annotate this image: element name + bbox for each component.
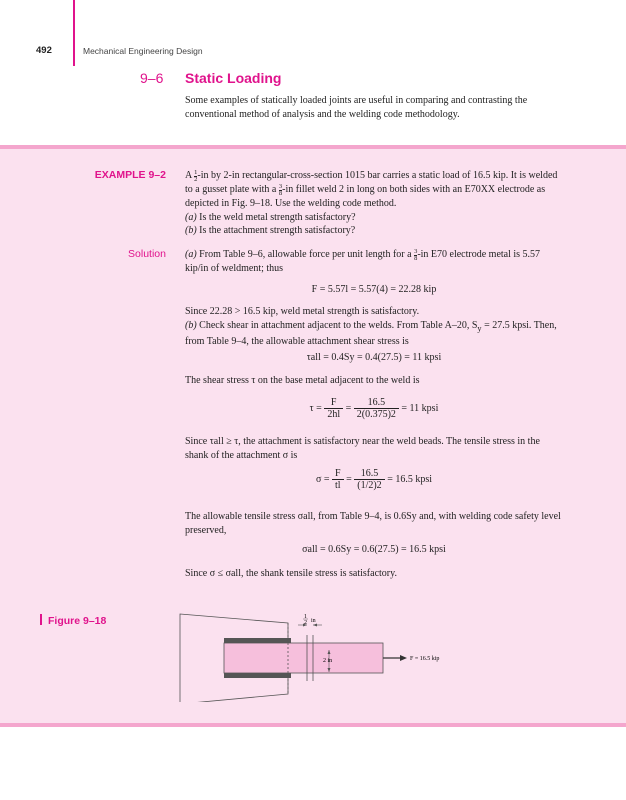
solution-part-a: (a) From Table 9–6, allowable force per unit length for a $\frac{3}{8}-in$ E70 electrode metal is 5.57 kip/in of weldment; thus	[185, 248, 541, 274]
example-label: EXAMPLE 9–2	[94, 169, 166, 181]
weld-length-label: 2 in	[323, 658, 333, 664]
fraction-three-eighths: $\frac{3}{8}$	[278, 183, 283, 197]
solution-label: Solution	[128, 248, 166, 260]
section-number: 9–6	[140, 70, 164, 86]
fraction-half: $\frac{1}{2}$	[194, 169, 198, 183]
equation-allowable-shear: τall = 0.4Sy = 0.4(27.5) = 11 kpsi	[306, 352, 442, 363]
equation-allowable-tensile: σall = 0.6Sy = 0.6(27.5) = 16.5 kpsi	[302, 544, 446, 555]
example-statement: A $\frac{1}{2}-in$ by 2-in rectangular-cross-section 1015 bar carries a static load of 16.5 kip. It is welded to a gusset plate with a $\frac{3}{8}-in$ fillet weld 2 in long on both sides with an E70XX electrode as depicted in Fig. 9–18. Use the welding code method. (a) Is the weld metal strength satisfactory? (b) Is the attachment strength satisfactory?	[185, 169, 558, 236]
thickness-num: 1	[304, 614, 307, 620]
equation-shear-stress: τ = $\frac{F}{2hl}$ = $\frac{16.5}{2(0.375)2}$ = 11 kpsi	[309, 397, 439, 420]
figure-label: Figure 9–18	[40, 614, 106, 627]
weld-figure	[176, 606, 476, 702]
equation-tensile-stress: σ = $\frac{F}{tl}$ = $\frac{16.5}{(1/2)2}$ = 16.5 kpsi	[316, 468, 432, 491]
bar	[224, 643, 383, 673]
solution-tensile-text: Since τall ≥ τ, the attachment is satisfactory near the weld beads. The tensile stress in the shank of the attachment σ is	[185, 436, 540, 461]
margin-rule	[73, 0, 75, 66]
fraction-three-eighths-2: $\frac{3}{8}$	[414, 248, 418, 262]
solution-part-b: Since 22.28 > 16.5 kip, weld metal strength is satisfactory. (b) Check shear in attachment adjacent to the welds. From Table A–20, $S_y = 27.5$ kpsi. Then, from Table 9–4, the allowable attachment shear stress is	[185, 306, 557, 347]
section-intro: Some examples of statically loaded joints are useful in comparing and contrasting the conventional method of analysis and the welding code methodology.	[185, 95, 528, 120]
solution-shear-text: The shear stress τ on the base metal adjacent to the weld is	[185, 375, 420, 386]
page-number: 492	[36, 45, 52, 56]
section-title: Static Loading	[185, 70, 282, 86]
weld-bottom	[224, 673, 291, 678]
solution-allowable-tensile-text: The allowable tensile stress σall, from Table 9–4, is 0.6Sy and, with welding code safety level preserved,	[185, 511, 561, 536]
weld-top	[224, 638, 291, 643]
thickness-unit: in	[311, 618, 316, 624]
solution-conclusion: Since σ ≤ σall, the shank tensile stress is satisfactory.	[185, 568, 397, 579]
thickness-den: 2	[304, 620, 307, 626]
force-label: F = 16.5 kip	[410, 656, 440, 662]
running-title: Mechanical Engineering Design	[83, 46, 203, 56]
equation-weld-force: F = 5.57l = 5.57(4) = 22.28 kip	[311, 284, 437, 295]
